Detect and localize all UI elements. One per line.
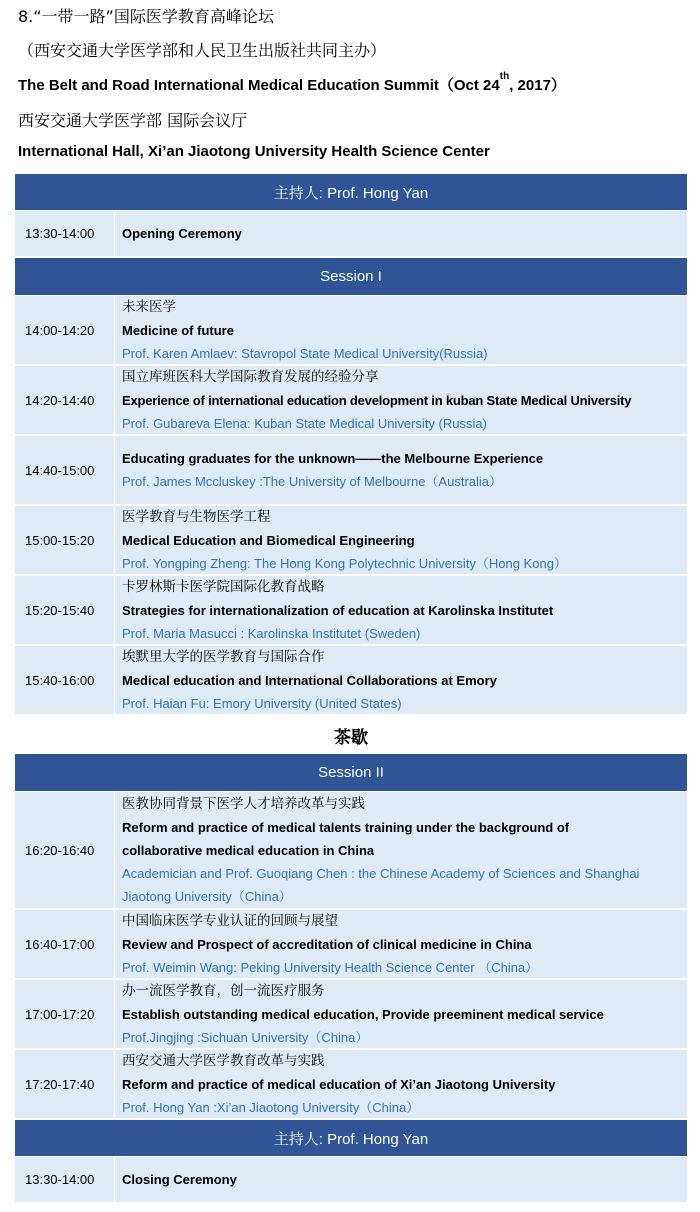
talk-title-en: Medical education and International Collaborations at Emory bbox=[122, 672, 497, 688]
talk-title-cn: 西安交通大学医学教育改革与实践 bbox=[122, 1052, 325, 1069]
talk-title-cn: 埃默里大学的医学教育与国际合作 bbox=[122, 648, 325, 665]
time-cell: 14:00-14:20 bbox=[15, 296, 115, 364]
talk-title-en: Experience of international education development in kuban State Medical University bbox=[122, 392, 632, 408]
forum-title: 8.“一带一路”国际医学教育高峰论坛 bbox=[18, 7, 274, 26]
talk-row bbox=[15, 980, 687, 1050]
talk-title-cn: 办一流医学教育，创一流医疗服务 bbox=[122, 982, 325, 999]
talk-row bbox=[15, 506, 687, 576]
talk-title-en: Medical Education and Biomedical Engineering bbox=[122, 532, 415, 548]
time-cell: 17:00-17:20 bbox=[15, 980, 115, 1048]
talk-speaker: Prof. James Mccluskey :The University of Melbourne（Australia） bbox=[122, 474, 503, 489]
host-band: 主持人: Prof. Hong Yan bbox=[15, 174, 687, 211]
talk-title-en: Reform and practice of medical education of Xi’an Jiaotong University bbox=[122, 1076, 556, 1092]
tea-break: 茶歇 bbox=[15, 716, 687, 754]
time-cell: 16:20-16:40 bbox=[15, 792, 115, 908]
talk-speaker: Prof. Gubareva Elena: Kuban State Medical University (Russia) bbox=[122, 415, 487, 431]
talk-row bbox=[15, 646, 687, 716]
opening-row bbox=[15, 211, 687, 258]
talk-speaker: Prof.Jingjing :Sichuan University（China） bbox=[122, 1029, 369, 1045]
summit-title-main: The Belt and Road International Medical Education Summit（Oct 24 bbox=[18, 77, 500, 94]
talk-title-cn: 中国临床医学专业认证的回顾与展望 bbox=[122, 912, 338, 929]
summit-date-suffix: th bbox=[499, 71, 510, 82]
talk-speaker: Prof. Karen Amlaev: Stavropol State Medical University(Russia) bbox=[122, 345, 488, 361]
session-1-band: Session I bbox=[15, 258, 687, 296]
talk-title-cn: 医学教育与生物医学工程 bbox=[122, 508, 271, 525]
talk-title-cn: 卡罗林斯卡医学院国际化教育战略 bbox=[122, 578, 325, 595]
host-band: 主持人: Prof. Hong Yan bbox=[15, 1120, 687, 1157]
venue-cn: 西安交通大学医学部 国际会议厅 bbox=[18, 111, 248, 130]
time-cell: 16:40-17:00 bbox=[15, 910, 115, 978]
talk-row bbox=[15, 910, 687, 980]
venue-en: International Hall, Xi’an Jiaotong University Health Science Center bbox=[18, 143, 490, 160]
talk-speaker: Prof. Weimin Wang: Peking University Health Science Center （China） bbox=[122, 959, 539, 975]
talk-title-en: Strategies for internationalization of education at Karolinska Institutet bbox=[122, 602, 554, 618]
talk-speaker: Prof. Yongping Zheng: The Hong Kong Polytechnic University（Hong Kong） bbox=[122, 555, 567, 571]
talk-title-cn: 医教协同背景下医学人才培养改革与实践 bbox=[122, 795, 365, 812]
summit-title-en bbox=[18, 71, 566, 95]
talk-row bbox=[15, 1050, 687, 1120]
time-cell: 17:20-17:40 bbox=[15, 1050, 115, 1118]
talk-speaker: Academician and Prof. Guoqiang Chen : the Chinese Academy of Sciences and Shanghai Jiaotong University（China） bbox=[122, 865, 640, 904]
session-2-band: Session II bbox=[15, 754, 687, 792]
time-cell: 15:00-15:20 bbox=[15, 506, 115, 574]
talk-title-en: Educating graduates for the unknown——the Melbourne Experience bbox=[122, 451, 544, 466]
summit-title-end: , 2017） bbox=[509, 77, 566, 94]
organizers: （西安交通大学医学部和人民卫生出版社共同主办） bbox=[18, 41, 387, 60]
time-cell: 13:30-14:00 bbox=[15, 211, 115, 256]
talk-row bbox=[15, 792, 687, 910]
talk-row bbox=[15, 436, 687, 506]
talk-row bbox=[15, 366, 687, 436]
opening-title: Opening Ceremony bbox=[122, 226, 242, 241]
talk-row bbox=[15, 576, 687, 646]
closing-row bbox=[15, 1157, 687, 1204]
talk-title-en: Review and Prospect of accreditation of clinical medicine in China bbox=[122, 936, 532, 952]
time-cell: 13:30-14:00 bbox=[15, 1157, 115, 1202]
time-cell: 14:40-15:00 bbox=[15, 436, 115, 504]
talk-title-en: Establish outstanding medical education, Provide preeminent medical service bbox=[122, 1006, 604, 1022]
talk-title-cn: 国立库班医科大学国际教育发展的经验分享 bbox=[122, 368, 379, 385]
closing-title: Closing Ceremony bbox=[122, 1172, 237, 1187]
time-cell: 15:40-16:00 bbox=[15, 646, 115, 714]
schedule-table bbox=[15, 174, 687, 1204]
time-cell: 15:20-15:40 bbox=[15, 576, 115, 644]
talk-title-en: Medicine of future bbox=[122, 322, 234, 338]
talk-speaker: Prof. Haian Fu: Emory University (United States) bbox=[122, 695, 402, 711]
talk-title-en: Reform and practice of medical talents training under the background of collaborative medical education in China bbox=[122, 819, 570, 858]
talk-speaker: Prof. Hong Yan :Xi’an Jiaotong University（China） bbox=[122, 1099, 420, 1115]
time-cell: 14:20-14:40 bbox=[15, 366, 115, 434]
talk-title-cn: 未来医学 bbox=[122, 298, 176, 315]
talk-speaker: Prof. Maria Masucci : Karolinska Institutet (Sweden) bbox=[122, 625, 421, 641]
talk-row bbox=[15, 296, 687, 366]
